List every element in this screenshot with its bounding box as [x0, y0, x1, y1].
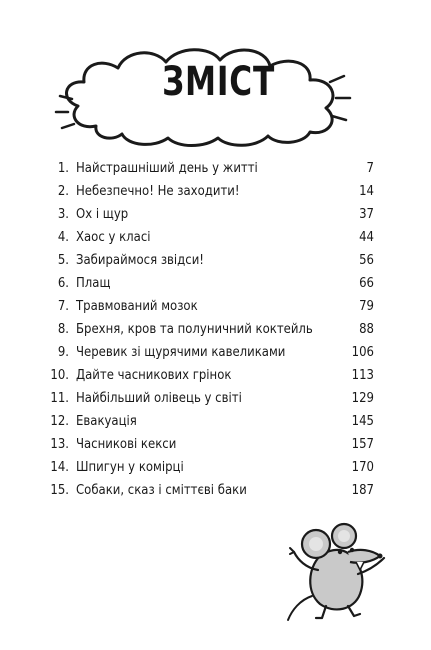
toc-row	[0, 411, 431, 433]
chapter-number: 11.	[50, 391, 69, 406]
chapter-title: Дайте часникових грінок	[76, 368, 232, 383]
chapter-title: Травмований мозок	[76, 299, 198, 314]
toc-row	[0, 319, 431, 341]
chapter-number: 8.	[57, 322, 69, 337]
toc-row	[0, 457, 431, 479]
chapter-title: Черевик зі щурячими кавеликами	[76, 345, 286, 360]
chapter-number: 5.	[57, 253, 69, 268]
chapter-number: 6.	[57, 276, 69, 291]
chapter-page: 56	[359, 253, 374, 268]
page-title: ЗМІСТ	[162, 59, 276, 105]
chapter-page: 14	[359, 184, 374, 199]
chapter-page: 145	[351, 414, 374, 429]
chapter-number: 7.	[57, 299, 69, 314]
chapter-title: Брехня, кров та полуничний коктейль	[76, 322, 313, 337]
chapter-number: 2.	[57, 184, 69, 199]
toc-row	[0, 250, 431, 272]
chapter-title: Ох і щур	[76, 207, 129, 222]
chapter-page: 170	[351, 460, 374, 475]
chapter-title: Часникові кекси	[76, 437, 177, 452]
chapter-title: Найстрашніший день у житті	[76, 161, 258, 176]
chapter-page: 37	[359, 207, 374, 222]
chapter-page: 187	[351, 483, 374, 498]
chapter-number: 3.	[57, 207, 69, 222]
mouse-icon	[282, 512, 392, 622]
toc-row	[0, 227, 431, 249]
chapter-page: 88	[359, 322, 374, 337]
chapter-title: Плащ	[76, 276, 111, 291]
chapter-title: Хаос у класі	[76, 230, 151, 245]
chapter-number: 15.	[50, 483, 69, 498]
chapter-page: 113	[351, 368, 374, 383]
toc-row	[0, 181, 431, 203]
chapter-number: 14.	[50, 460, 69, 475]
chapter-number: 1.	[57, 161, 69, 176]
toc-row	[0, 204, 431, 226]
chapter-page: 44	[359, 230, 374, 245]
chapter-title: Собаки, сказ і сміттєві баки	[76, 483, 247, 498]
toc-row	[0, 342, 431, 364]
chapter-page: 157	[351, 437, 374, 452]
chapter-number: 4.	[57, 230, 69, 245]
chapter-title: Евакуація	[76, 414, 137, 429]
toc-row	[0, 273, 431, 295]
toc-row	[0, 365, 431, 387]
chapter-page: 106	[351, 345, 374, 360]
chapter-number: 10.	[50, 368, 69, 383]
toc-row	[0, 480, 431, 502]
toc-row	[0, 388, 431, 410]
chapter-title: Найбільший олівець у світі	[76, 391, 242, 406]
toc-row	[0, 296, 431, 318]
chapter-title: Шпигун у комірці	[76, 460, 184, 475]
chapter-page: 79	[359, 299, 374, 314]
chapter-number: 12.	[50, 414, 69, 429]
chapter-title: Забираймося звідси!	[76, 253, 204, 268]
chapter-page: 129	[351, 391, 374, 406]
chapter-number: 9.	[57, 345, 69, 360]
chapter-page: 66	[359, 276, 374, 291]
chapter-title: Небезпечно! Не заходити!	[76, 184, 240, 199]
chapter-page: 7	[366, 161, 374, 176]
toc-row	[0, 434, 431, 456]
chapter-number: 13.	[50, 437, 69, 452]
toc-row	[0, 158, 431, 180]
